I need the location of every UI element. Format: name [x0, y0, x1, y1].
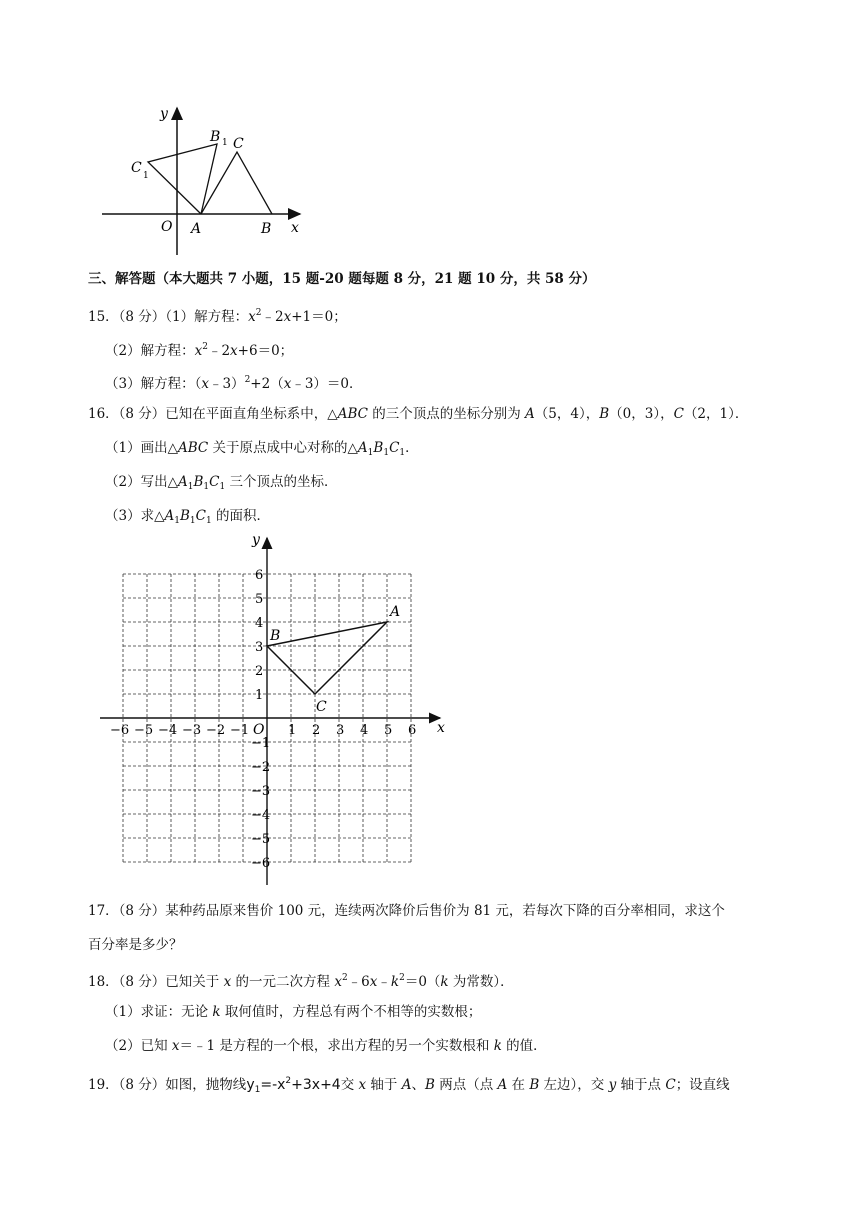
y-tick-label: 5: [255, 592, 264, 607]
grid-y-label: y: [252, 532, 260, 548]
q15-number: 15．（8 分）（1）解方程：: [88, 309, 249, 325]
x-tick-label: −6: [110, 723, 130, 738]
label-b1: B: [210, 129, 221, 145]
label-x: x: [291, 220, 299, 236]
q16-number: 16．（8 分）已知在平面直角坐标系中，△: [88, 406, 338, 422]
triangle-abc-grid: [267, 622, 387, 694]
label-c1: C: [131, 160, 142, 176]
label-o: O: [161, 219, 173, 235]
q17-line1: 17．（8 分）某种药品原来售价 100 元，连续两次降价后售价为 81 元，若每次下降的百分率相同，求这个: [88, 903, 725, 919]
label-b: B: [261, 221, 272, 237]
grid-point-b: B: [270, 628, 281, 644]
coordinate-grid: [0, 530, 860, 890]
q15-part2: （2）解方程：$x^2﹣2x+6=0$；: [105, 342, 294, 359]
y-tick-label: 4: [255, 616, 264, 631]
q15-part1: 15．（8 分）（1）解方程：$x^2﹣2x+1=0$；: [88, 308, 347, 325]
q16-stem: 16．（8 分）已知在平面直角坐标系中，△ABC 的三个顶点的坐标分别为 A（5，4），B（0，3），C（2，1）．: [88, 406, 749, 422]
x-tick-label: 5: [384, 723, 393, 738]
label-b1-sub: 1: [222, 138, 228, 148]
grid-point-c: C: [316, 699, 327, 715]
q18-part1: （1）求证：无论 k 取何值时，方程总有两个不相等的实数根；: [105, 1004, 482, 1020]
y-tick-label: −3: [251, 784, 271, 799]
grid-point-a: A: [390, 604, 401, 620]
q15-part3: （3）解方程：（x﹣3）$^2$+2（x﹣3）＝0．: [105, 375, 363, 392]
section-title: 三、解答题（本大题共 7 小题，15 题-20 题每题 8 分，21 题 10 分，共 58 分）: [88, 271, 596, 287]
label-c: C: [233, 136, 244, 152]
q19-number: 19．（8 分）如图，抛物线: [88, 1077, 247, 1093]
label-a: A: [191, 221, 202, 237]
y-tick-label: 6: [255, 568, 264, 583]
x-tick-label: 1: [288, 723, 297, 738]
x-tick-label: 6: [408, 723, 417, 738]
q18-part2: （2）已知 x＝﹣1 是方程的一个根，求出方程的另一个实数根和 k 的值．: [105, 1038, 547, 1054]
parabola-formula: $y_1=-x^2+3x+4$: [246, 1076, 341, 1095]
x-tick-label: 3: [336, 723, 345, 738]
grid-x-label: x: [437, 720, 445, 736]
y-tick-label: 3: [255, 640, 264, 655]
q19-stem: 19．（8 分）如图，抛物线$y_1=-x^2+3x+4$交 x 轴于 A、B 两点（点 A 在 B 左边），交 y 轴于点 C；设直线: [88, 1076, 730, 1095]
triangle-abc: [201, 152, 272, 214]
y-tick-label: −6: [251, 856, 271, 871]
y-tick-label: −2: [251, 760, 271, 775]
q18-stem: 18．（8 分）已知关于 x 的一元二次方程 $x^2﹣6x﹣k^2=0(k$ 为常数）．: [88, 973, 514, 990]
x-tick-label: −2: [206, 723, 226, 738]
y-tick-label: −4: [251, 808, 271, 823]
y-tick-label: −5: [251, 832, 271, 847]
x-tick-label: 2: [312, 723, 321, 738]
q18-number: 18．（8 分）已知关于: [88, 974, 224, 990]
x-tick-label: −1: [230, 723, 250, 738]
x-tick-label: −3: [182, 723, 202, 738]
y-tick-label: −1: [251, 736, 271, 751]
x-tick-label: −4: [158, 723, 178, 738]
q16-part2: （2）写出$\triangle A_1B_1C_1$ 三个顶点的坐标．: [105, 474, 338, 492]
y-tick-label: 2: [255, 664, 264, 679]
q16-part1: （1）画出△ABC 关于原点成中心对称的$\triangle A_1B_1C_1$．: [105, 440, 419, 458]
x-tick-label: 4: [360, 723, 369, 738]
triangle-rotation-figure: [0, 0, 860, 260]
y-tick-label: 1: [255, 688, 264, 703]
q17-line2: 百分率是多少？: [88, 937, 183, 953]
label-c1-sub: 1: [143, 171, 149, 181]
label-y: y: [160, 106, 168, 122]
x-tick-label: −5: [134, 723, 154, 738]
grid-origin-label: O: [253, 722, 265, 738]
q16-part3: （3）求$\triangle A_1B_1C_1$ 的面积．: [105, 508, 270, 526]
